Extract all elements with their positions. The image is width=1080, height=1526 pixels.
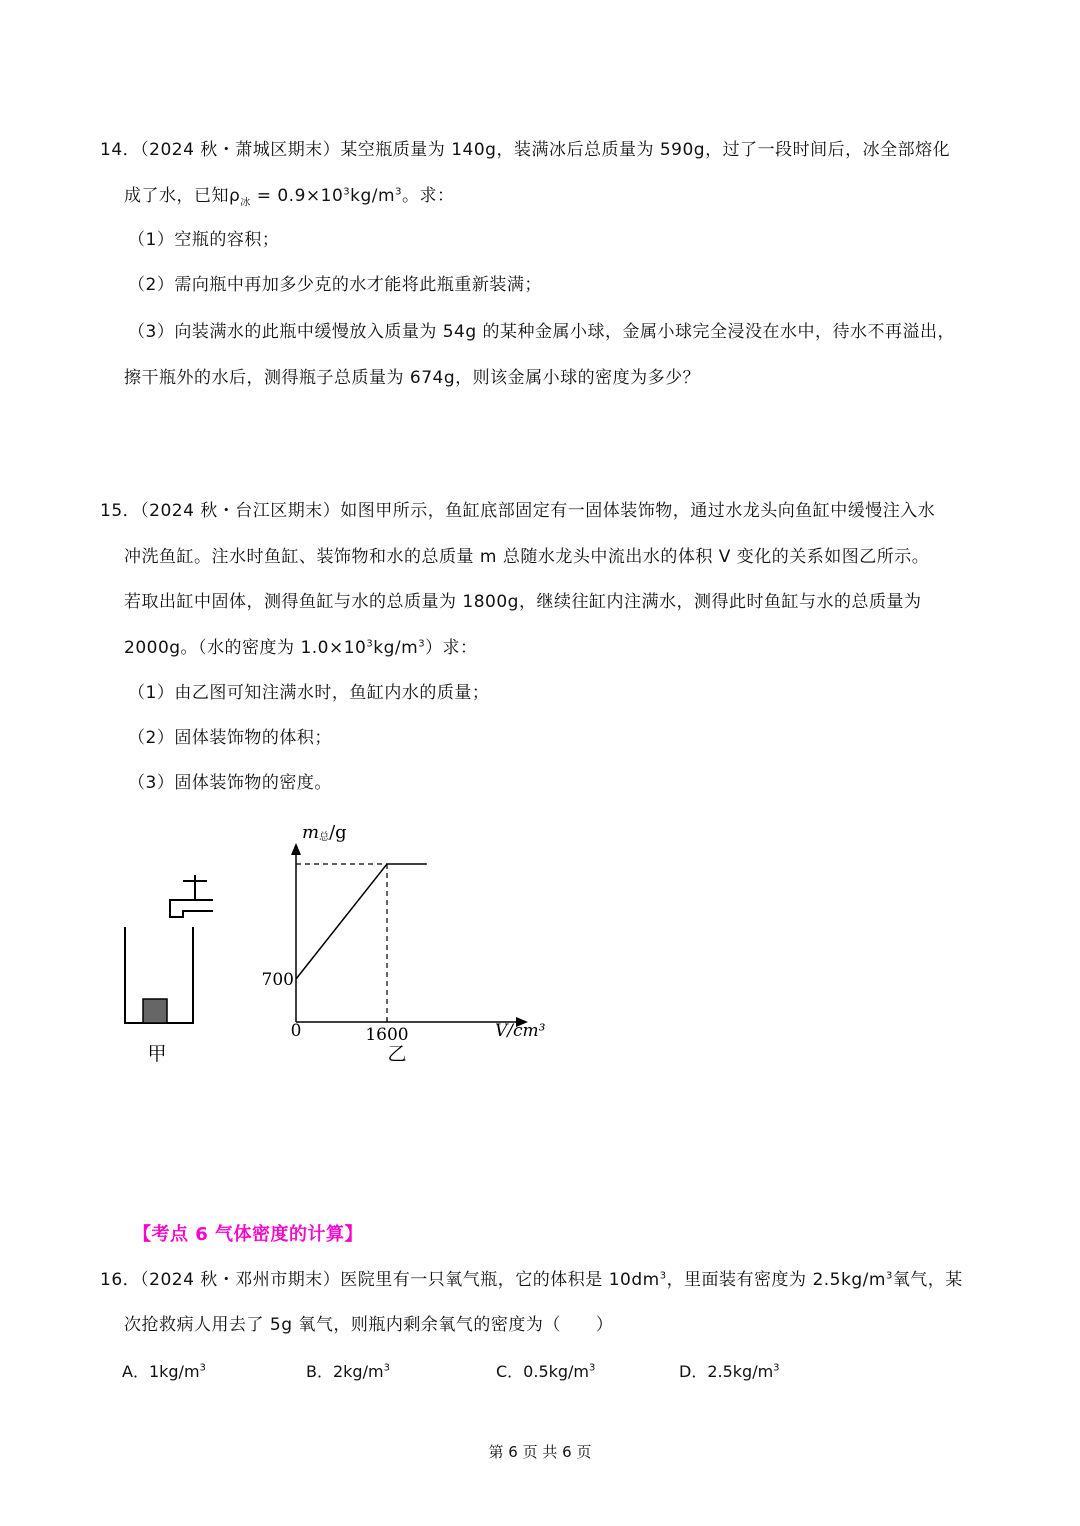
y-axis-label-m: m bbox=[302, 822, 320, 843]
q14-subquestion-3-line-1: （3）向装满水的此瓶中缓慢放入质量为 54g 的某种金属小球，金属小球完全浸没在水中，待水不再溢出， bbox=[128, 322, 956, 342]
q14-subquestion-1: （1）空瓶的容积； bbox=[128, 230, 280, 250]
q15-line-3: 若取出缸中固体，测得鱼缸与水的总质量为 1800g，继续往缸内注满水，测得此时鱼缸与水的总质量为 bbox=[124, 592, 922, 612]
q15-line-4-unit: kg/m bbox=[373, 638, 419, 658]
y-axis-arrow bbox=[291, 843, 301, 855]
q14-subquestion-2: （2）需向瓶中再加多少克的水才能将此瓶重新装满； bbox=[128, 275, 542, 295]
exponent: 3 bbox=[343, 186, 351, 198]
chart-yi bbox=[262, 822, 546, 1065]
q14-line-2-unit: kg/m bbox=[350, 186, 396, 206]
q16-line-1 bbox=[100, 1268, 963, 1292]
option-b bbox=[306, 1360, 390, 1384]
y-axis-label bbox=[302, 822, 347, 843]
exponent: 3 bbox=[383, 1362, 390, 1374]
q15-line-1: 15．（2024 秋・台江区期末）如图甲所示，鱼缸底部固定有一固体装饰物，通过水龙头向鱼缸中缓慢注入水 bbox=[100, 501, 936, 521]
y-axis-label-unit: /g bbox=[329, 822, 347, 843]
option-b-text: B．2kg/m bbox=[306, 1362, 384, 1381]
option-c-text: C．0.5kg/m bbox=[496, 1362, 590, 1381]
q15-subquestion-2: （2）固体装饰物的体积； bbox=[128, 728, 332, 748]
q15-line-4-pre: 2000g。（水的密度为 1.0×10 bbox=[124, 638, 367, 658]
option-a-text: A．1kg/m bbox=[122, 1362, 200, 1381]
q15-line-2: 冲洗鱼缸。注水时鱼缸、装饰物和水的总质量 m 总随水龙头中流出水的体积 V 变化的关系如图乙所示。 bbox=[124, 547, 930, 567]
q14-line-2-mid: = 0.9×10 bbox=[250, 186, 344, 206]
exponent: 3 bbox=[659, 1270, 667, 1282]
option-d-text: D．2.5kg/m bbox=[679, 1362, 774, 1381]
page-footer: 第 6 页 共 6 页 bbox=[488, 1443, 592, 1461]
exponent: 3 bbox=[885, 1270, 893, 1282]
exponent: 3 bbox=[366, 638, 374, 650]
x-axis-label: V/cm³ bbox=[495, 1021, 546, 1041]
exponent: 3 bbox=[589, 1362, 596, 1374]
q15-subquestion-3: （3）固体装饰物的密度。 bbox=[128, 773, 332, 793]
x-tick-label: 1600 bbox=[365, 1025, 409, 1045]
exponent: 3 bbox=[395, 186, 402, 198]
y-axis-label-sub: 总 bbox=[319, 832, 330, 843]
exponent: 3 bbox=[773, 1362, 780, 1374]
exponent: 3 bbox=[199, 1362, 206, 1374]
option-a bbox=[122, 1360, 206, 1384]
q16-line-1-post: 氧气，某 bbox=[892, 1270, 963, 1290]
rho-subscript: 冰 bbox=[240, 197, 251, 209]
origin-label: 0 bbox=[290, 1021, 302, 1041]
q14-line-2-post: 。求： bbox=[401, 186, 455, 206]
option-d bbox=[679, 1360, 780, 1384]
option-c bbox=[496, 1360, 595, 1384]
label-jia: 甲 bbox=[147, 1043, 167, 1065]
q15-subquestion-1: （1）由乙图可知注满水时，鱼缸内水的质量； bbox=[128, 683, 490, 703]
section-heading: 【考点 6 气体密度的计算】 bbox=[133, 1224, 364, 1245]
q15-line-4-post: ）求： bbox=[425, 638, 478, 658]
q14-subquestion-3-line-2: 擦干瓶外的水后，测得瓶子总质量为 674g，则该金属小球的密度为多少？ bbox=[124, 368, 701, 388]
figure-jia-tank bbox=[125, 875, 213, 1023]
decoration-block bbox=[143, 999, 167, 1023]
q14-line-1: 14．（2024 秋・萧城区期末）某空瓶质量为 140g，装满冰后总质量为 590g，过了一段时间后，冰全部熔化 bbox=[100, 140, 951, 160]
exponent: 3 bbox=[418, 638, 426, 650]
q16-line-1-pre: 16．（2024 秋・邓州市期末）医院里有一只氧气瓶，它的体积是 10dm bbox=[100, 1270, 660, 1290]
q16-line-1-mid: ，里面装有密度为 2.5kg/m bbox=[666, 1270, 886, 1290]
q14-line-2-pre: 成了水，已知ρ bbox=[124, 186, 241, 206]
y-tick-label: 700 bbox=[261, 970, 294, 990]
faucet-spout bbox=[170, 900, 213, 917]
series-line bbox=[296, 864, 427, 979]
q16-line-2: 次抢救病人用去了 5g 氧气，则瓶内剩余氧气的密度为（ ） bbox=[124, 1315, 614, 1335]
label-yi: 乙 bbox=[387, 1043, 407, 1065]
